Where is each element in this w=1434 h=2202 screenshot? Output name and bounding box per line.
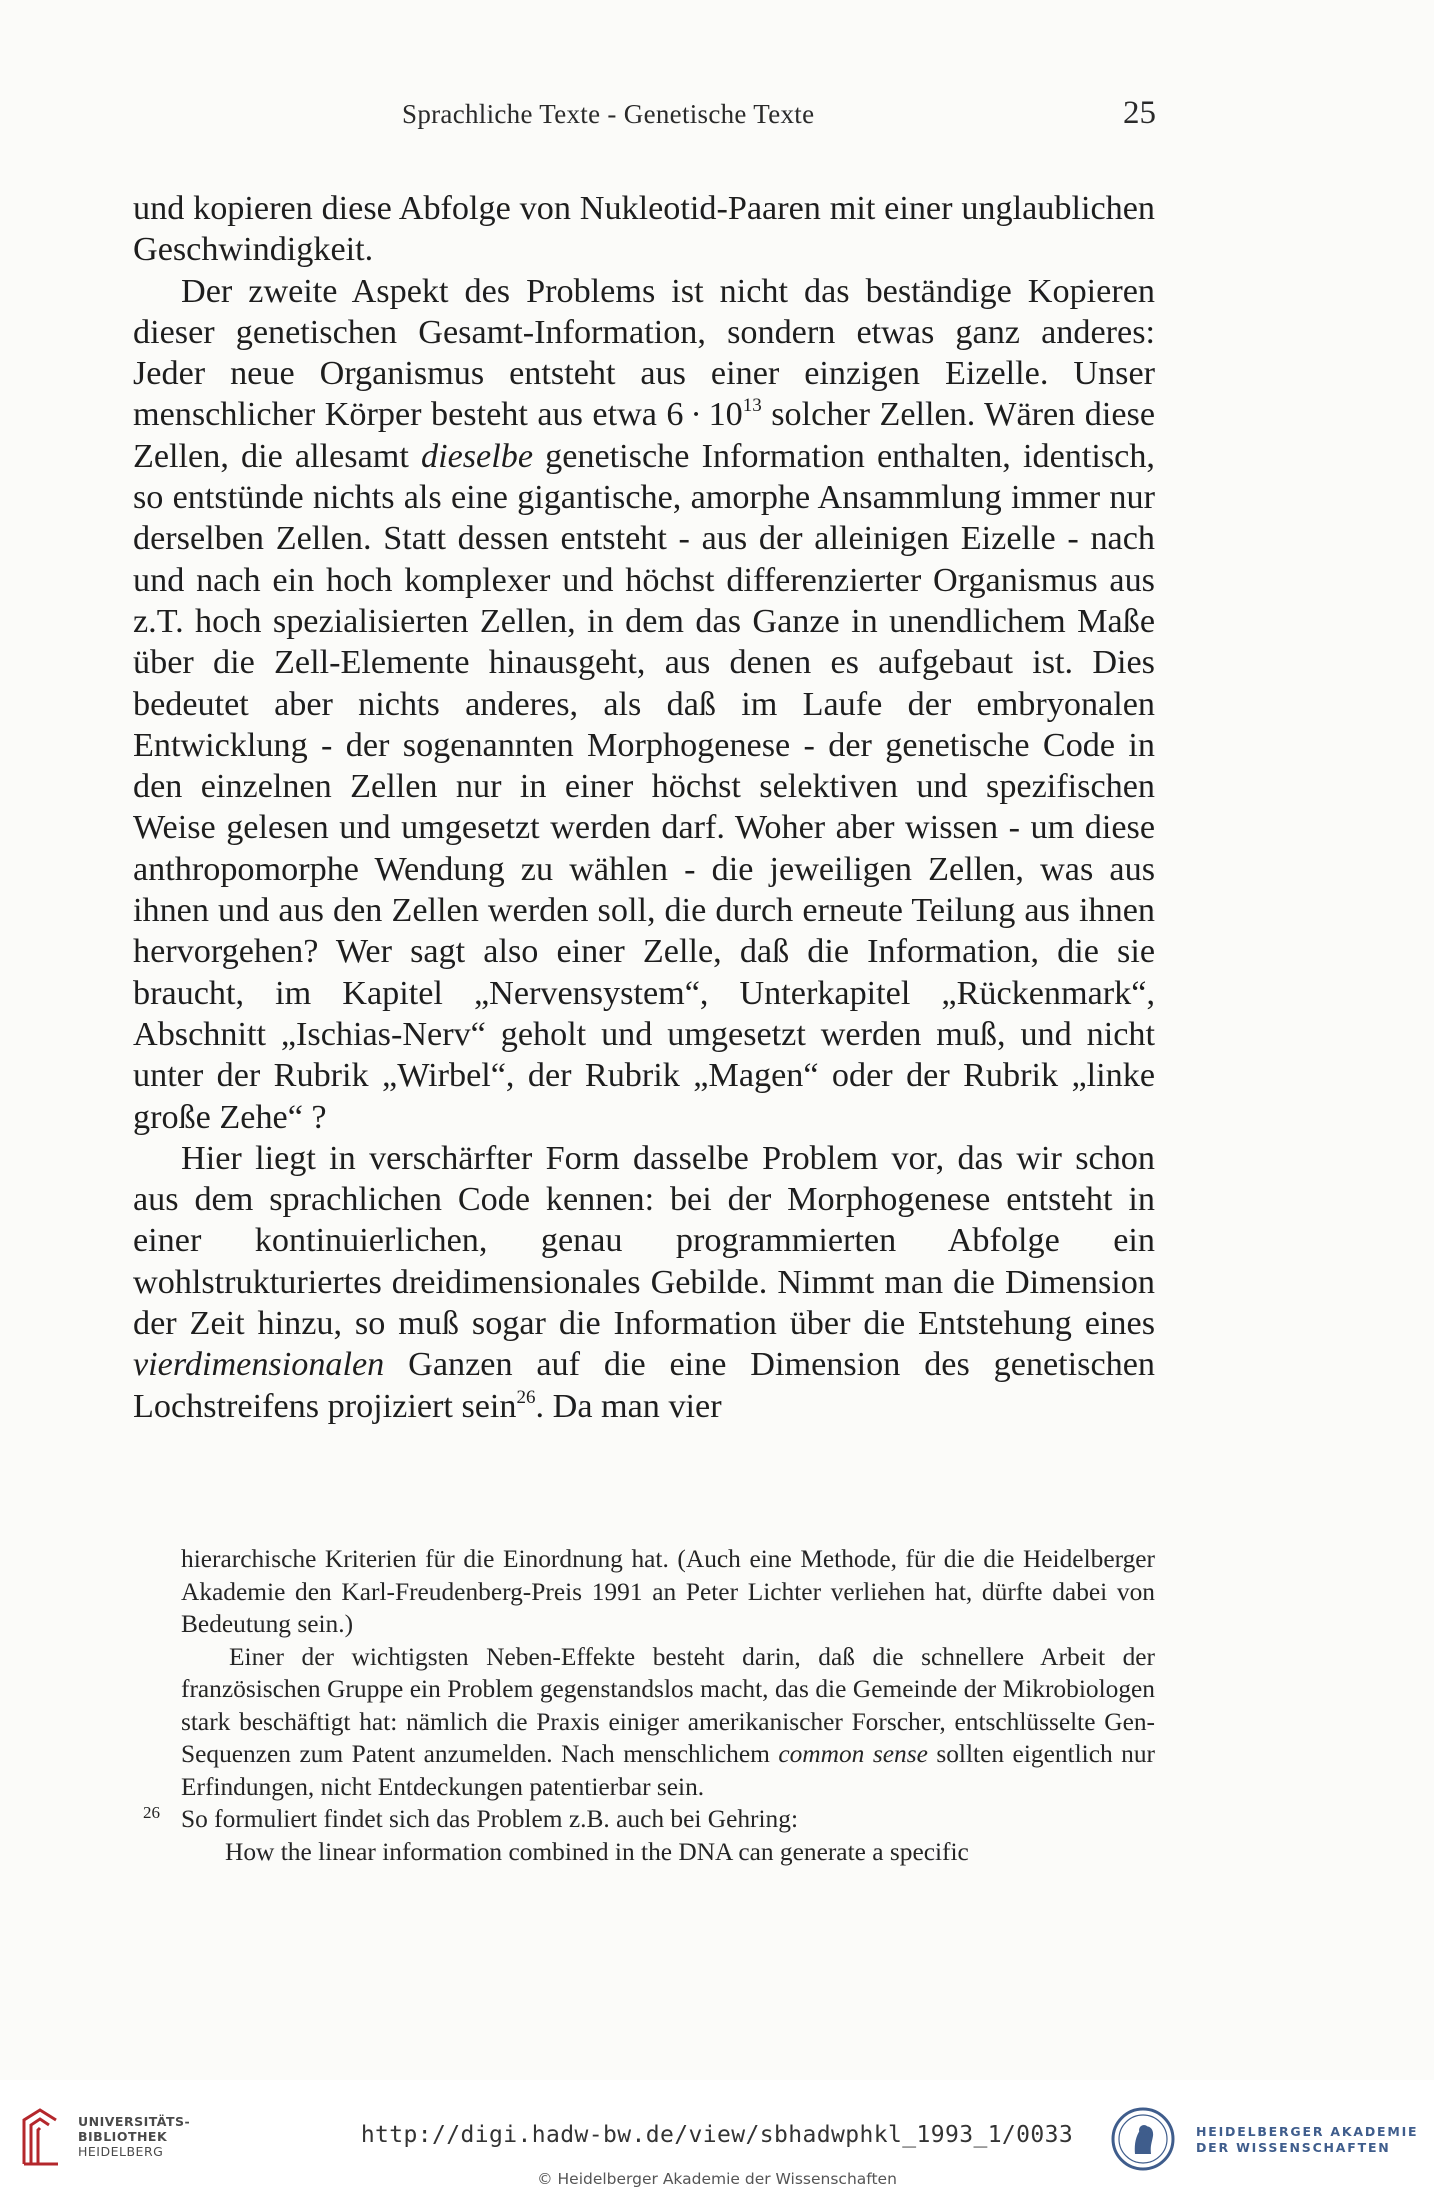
main-text: [133, 188, 1155, 1427]
library-name-line: HEIDELBERG: [78, 2144, 164, 2159]
footnote-26: [133, 1803, 1155, 1836]
footnote-continuation: [133, 1641, 1155, 1804]
paragraph-text: Hier liegt in verschärfter Form dasselbe Problem vor, das wir schon aus dem sprachlichen Code kennen: bei der Morphogenese entsteht in einer kontinuierlichen, genau programmierten Abfolge ein wohlstrukturiertes dreidimensionales Gebilde. Nimmt man die Dimension der Zeit hinzu, so muß sogar die Information über die Entstehung eines: [133, 1139, 1155, 1343]
academy-name: [1196, 2124, 1418, 2156]
emphasis: vierdimensionalen: [133, 1346, 385, 1384]
library-name-line: BIBLIOTHEK: [78, 2129, 168, 2144]
footnote-text: Einer der wichtigsten Neben-Effekte besteht darin, daß die schnellere Arbeit der französischen Gruppe ein Problem gegenstandslos macht, das die Gemeinde der Mikrobiologen stark beschäftigt hat: nämlich die Praxis einiger amerikanischer Forscher, entschlüsselte Gen-Sequenzen zum Patent anzumelden. Nach menschlichem: [181, 1642, 1155, 1768]
footnote-continuation: hierarchische Kriterien für die Einordnung hat. (Auch eine Methode, für die die Heidelberger Akademie den Karl-Freudenberg-Preis 1991 an Peter Lichter verliehen hat, dürfte dabei von Bedeutung sein.): [181, 1545, 1155, 1638]
paragraph-text: . Da man vier: [535, 1387, 722, 1425]
footnotes: [133, 1543, 1155, 1868]
footnote-number: 26: [143, 1803, 160, 1822]
copyright-notice: © Heidelberger Akademie der Wissenschaften: [537, 2170, 897, 2188]
page-number: 25: [1123, 95, 1156, 131]
paragraph-text: genetische Information enthalten, identisch, so entstünde nichts als eine gigantische, amorphe Ansammlung immer nur derselben Zellen. Statt dessen entsteht - aus der alleinigen Eizelle - nach und nach ein hoch komplexer und höchst differenzierter Organismus aus z.T. hoch spezialisierten Zellen, in dem das Ganze in unendlichem Maße über die Zell-Elemente hinausgeht, aus denen es aufgebaut ist. Dies bedeutet aber nichts anderes, als daß im Laufe der embryonalen Entwicklung - der sogenannten Morphogenese - der genetische Code in den einzelnen Zellen nur in einer höchst selektiven und spezifischen Weise gelesen und umgesetzt werden darf. Woher aber wissen - um diese anthropomorphe Wendung zu wählen - die jeweiligen Zellen, was aus ihnen und aus den Zellen werden soll, die durch erneute Teilung aus ihnen hervorgehen? Wer sagt also einer Zelle, daß die Information, die sie braucht, im Kapitel „Nervensystem“, Unterkapitel „Rückenmark“, Abschnitt „Ischias-Nerv“ geholt und umgesetzt werden muß, und nicht unter der Rubrik „Wirbel“, der Rubrik „Magen“ oder der Rubrik „linke große Zehe“ ?: [133, 437, 1155, 1136]
paragraph: [133, 1138, 1155, 1427]
emphasis: dieselbe: [420, 437, 533, 475]
academy-name-line: HEIDELBERGER AKADEMIE: [1196, 2124, 1419, 2139]
academy-seal-icon: [1110, 2106, 1176, 2172]
running-head: [0, 95, 1434, 135]
footnote-text: sollten eigentlich nur Erfindungen, nicht Entdeckungen patentierbar sein.: [181, 1740, 1155, 1801]
paragraph: [133, 188, 1155, 271]
footnote-text: So formuliert findet sich das Problem z.B. auch bei Gehring:: [181, 1805, 798, 1833]
library-name-line: UNIVERSITÄTS-: [78, 2114, 191, 2129]
permalink-url[interactable]: http://digi.hadw-bw.de/view/sbhadwphkl_1993_1/0033: [360, 2122, 1074, 2148]
running-title: Sprachliche Texte - Genetische Texte: [402, 99, 815, 129]
footnote-quote: How the linear information combined in the DNA can generate a specific: [225, 1837, 969, 1866]
exponent: 13: [742, 395, 762, 417]
paragraph-text: und kopieren diese Abfolge von Nukleotid-Paaren mit einer unglaublichen Geschwindigkeit.: [133, 190, 1155, 269]
paragraph-text: solcher Zellen. Wären diese Zellen, die allesamt: [133, 396, 1155, 475]
academy-name-line: DER WISSENSCHAFTEN: [1196, 2140, 1391, 2155]
paragraph-text: Der zweite Aspekt des Problems ist nicht das beständige Kopieren dieser genetischen Gesamt-Information, sondern etwas ganz anderes: Jeder neue Organismus entsteht aus einer einzigen Eizelle. Unser menschlicher Körper besteht aus etwa 6 · 10: [133, 272, 1155, 434]
viewer-footer: [0, 2080, 1434, 2202]
paragraph: [133, 271, 1155, 1138]
paragraph-text: Ganzen auf die eine Dimension des genetischen Lochstreifens projiziert sein: [133, 1346, 1155, 1425]
emphasis: common sense: [778, 1740, 928, 1768]
footnote-reference: 26: [516, 1386, 536, 1408]
